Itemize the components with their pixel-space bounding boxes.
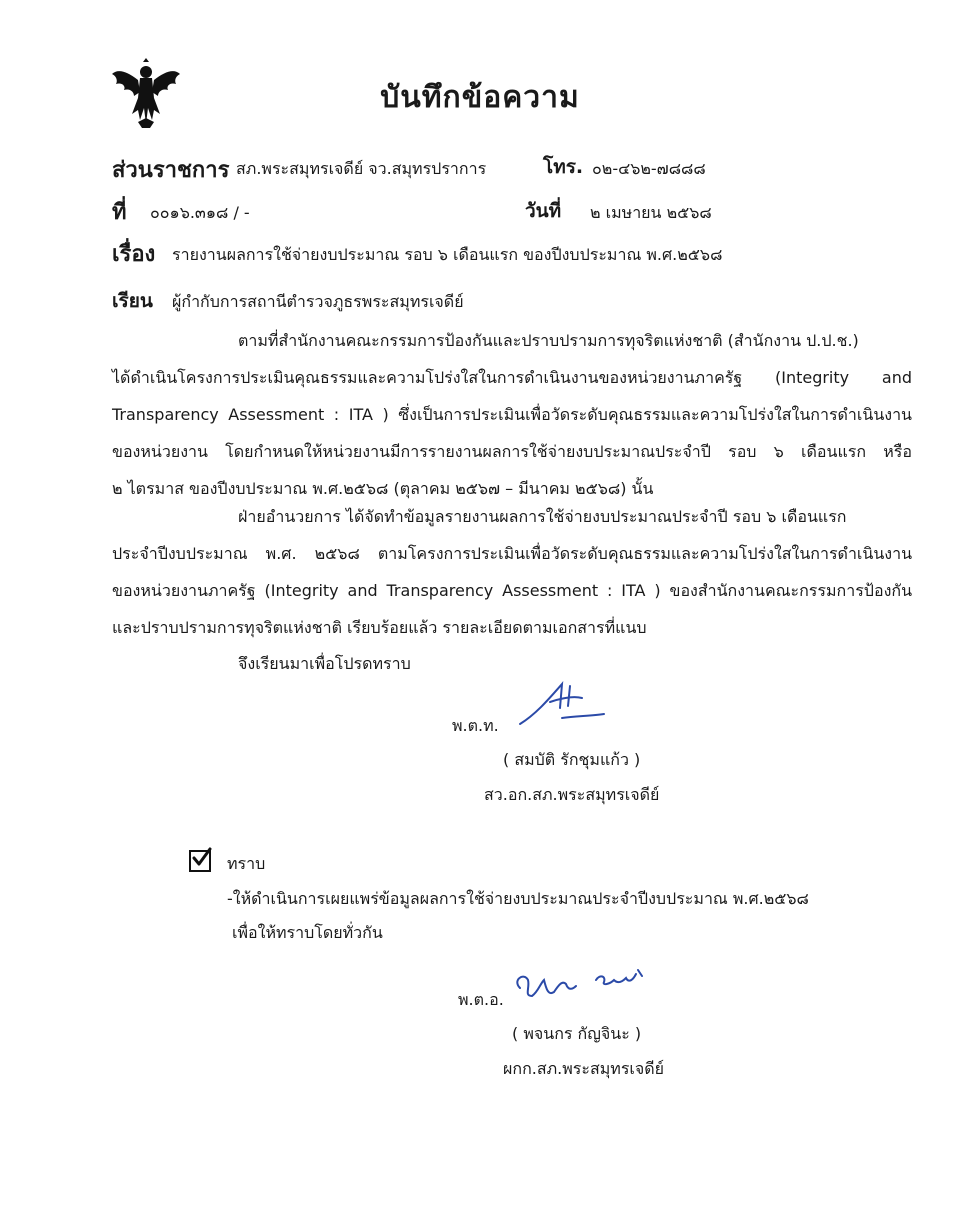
- body-line: ประจำปีงบประมาณ พ.ศ. ๒๕๖๘ ตามโครงการประเมินเพื่อวัดระดับคุณธรรมและความโปร่งใสในการดำเนินงาน: [112, 544, 912, 563]
- body-line: ได้ดำเนินโครงการประเมินคุณธรรมและความโปร่งใสในการดำเนินงานของหน่วยงานภาครัฐ (Integrity and: [112, 368, 912, 387]
- phone-value: ๐๒-๔๖๒-๗๘๘๘: [592, 159, 706, 178]
- subject-label: เรื่อง: [112, 242, 156, 267]
- body-line: ฝ่ายอำนวยการ ได้จัดทำข้อมูลรายงานผลการใช้จ่ายงบประมาณประจำปี รอบ ๖ เดือนแรก: [238, 507, 847, 526]
- memo-title: บันทึกข้อความ: [380, 80, 580, 115]
- body-paragraph-1: [112, 322, 912, 507]
- date-label: วันที่: [525, 200, 562, 222]
- signer1-rank: พ.ต.ท.: [452, 716, 499, 735]
- signer2-name: ( พจนกร กัญจินะ ): [512, 1024, 642, 1043]
- checkmark-icon: [189, 846, 213, 870]
- body-line: ๒ ไตรมาส ของปีงบประมาณ พ.ศ.๒๕๖๘ (ตุลาคม ๒๕๖๗ – มีนาคม ๒๕๖๘) นั้น: [112, 479, 654, 498]
- agency-value: สภ.พระสมุทรเจดีย์ จว.สมุทรปราการ: [236, 159, 487, 178]
- body-line: Transparency Assessment : ITA ) ซึ่งเป็นการประเมินเพื่อวัดระดับคุณธรรมและความโปร่งใสในการดำเนินงาน: [112, 405, 912, 424]
- signer1-signature: [512, 676, 612, 732]
- closing-text: จึงเรียนมาเพื่อโปรดทราบ: [238, 654, 411, 673]
- ref-value: ๐๐๑๖.๓๑๘ / -: [150, 203, 250, 222]
- body-line: ของหน่วยงานภาครัฐ (Integrity and Transparency Assessment : ITA ) ของสำนักงานคณะกรรมการป้องกัน: [112, 581, 912, 600]
- signer2-rank: พ.ต.อ.: [458, 990, 504, 1009]
- date-value: ๒ เมษายน ๒๕๖๘: [590, 203, 712, 222]
- acknowledge-label: ทราบ: [227, 854, 266, 873]
- signer2-position: ผกก.สภ.พระสมุทรเจดีย์: [503, 1059, 665, 1078]
- ref-label: ที่: [112, 200, 127, 225]
- body-line: ตามที่สำนักงานคณะกรรมการป้องกันและปราบปรามการทุจริตแห่งชาติ (สำนักงาน ป.ป.ช.): [238, 331, 859, 350]
- acknowledge-line-2: เพื่อให้ทราบโดยทั่วกัน: [232, 923, 383, 942]
- agency-label: ส่วนราชการ: [112, 158, 230, 183]
- to-label: เรียน: [112, 290, 153, 312]
- acknowledge-line-1: -ให้ดำเนินการเผยแพร่ข้อมูลผลการใช้จ่ายงบประมาณประจำปีงบประมาณ พ.ศ.๒๕๖๘: [227, 889, 809, 908]
- signer2-signature: [510, 962, 650, 1006]
- body-line: ของหน่วยงาน โดยกำหนดให้หน่วยงานมีการรายงานผลการใช้จ่ายงบประมาณประจำปี รอบ ๖ เดือนแรก หรือ: [112, 442, 912, 461]
- subject-value: รายงานผลการใช้จ่ายงบประมาณ รอบ ๖ เดือนแรก ของปีงบประมาณ พ.ศ.๒๕๖๘: [172, 245, 723, 264]
- body-paragraph-2: [112, 498, 912, 646]
- body-line: และปราบปรามการทุจริตแห่งชาติ เรียบร้อยแล้ว รายละเอียดตามเอกสารที่แนบ: [112, 618, 647, 637]
- to-value: ผู้กำกับการสถานีตำรวจภูธรพระสมุทรเจดีย์: [172, 292, 464, 311]
- signer1-position: สว.อก.สภ.พระสมุทรเจดีย์: [484, 785, 660, 804]
- phone-label: โทร.: [543, 156, 584, 178]
- signer1-name: ( สมบัติ รักชุมแก้ว ): [503, 750, 641, 769]
- acknowledge-checkbox[interactable]: [189, 850, 211, 872]
